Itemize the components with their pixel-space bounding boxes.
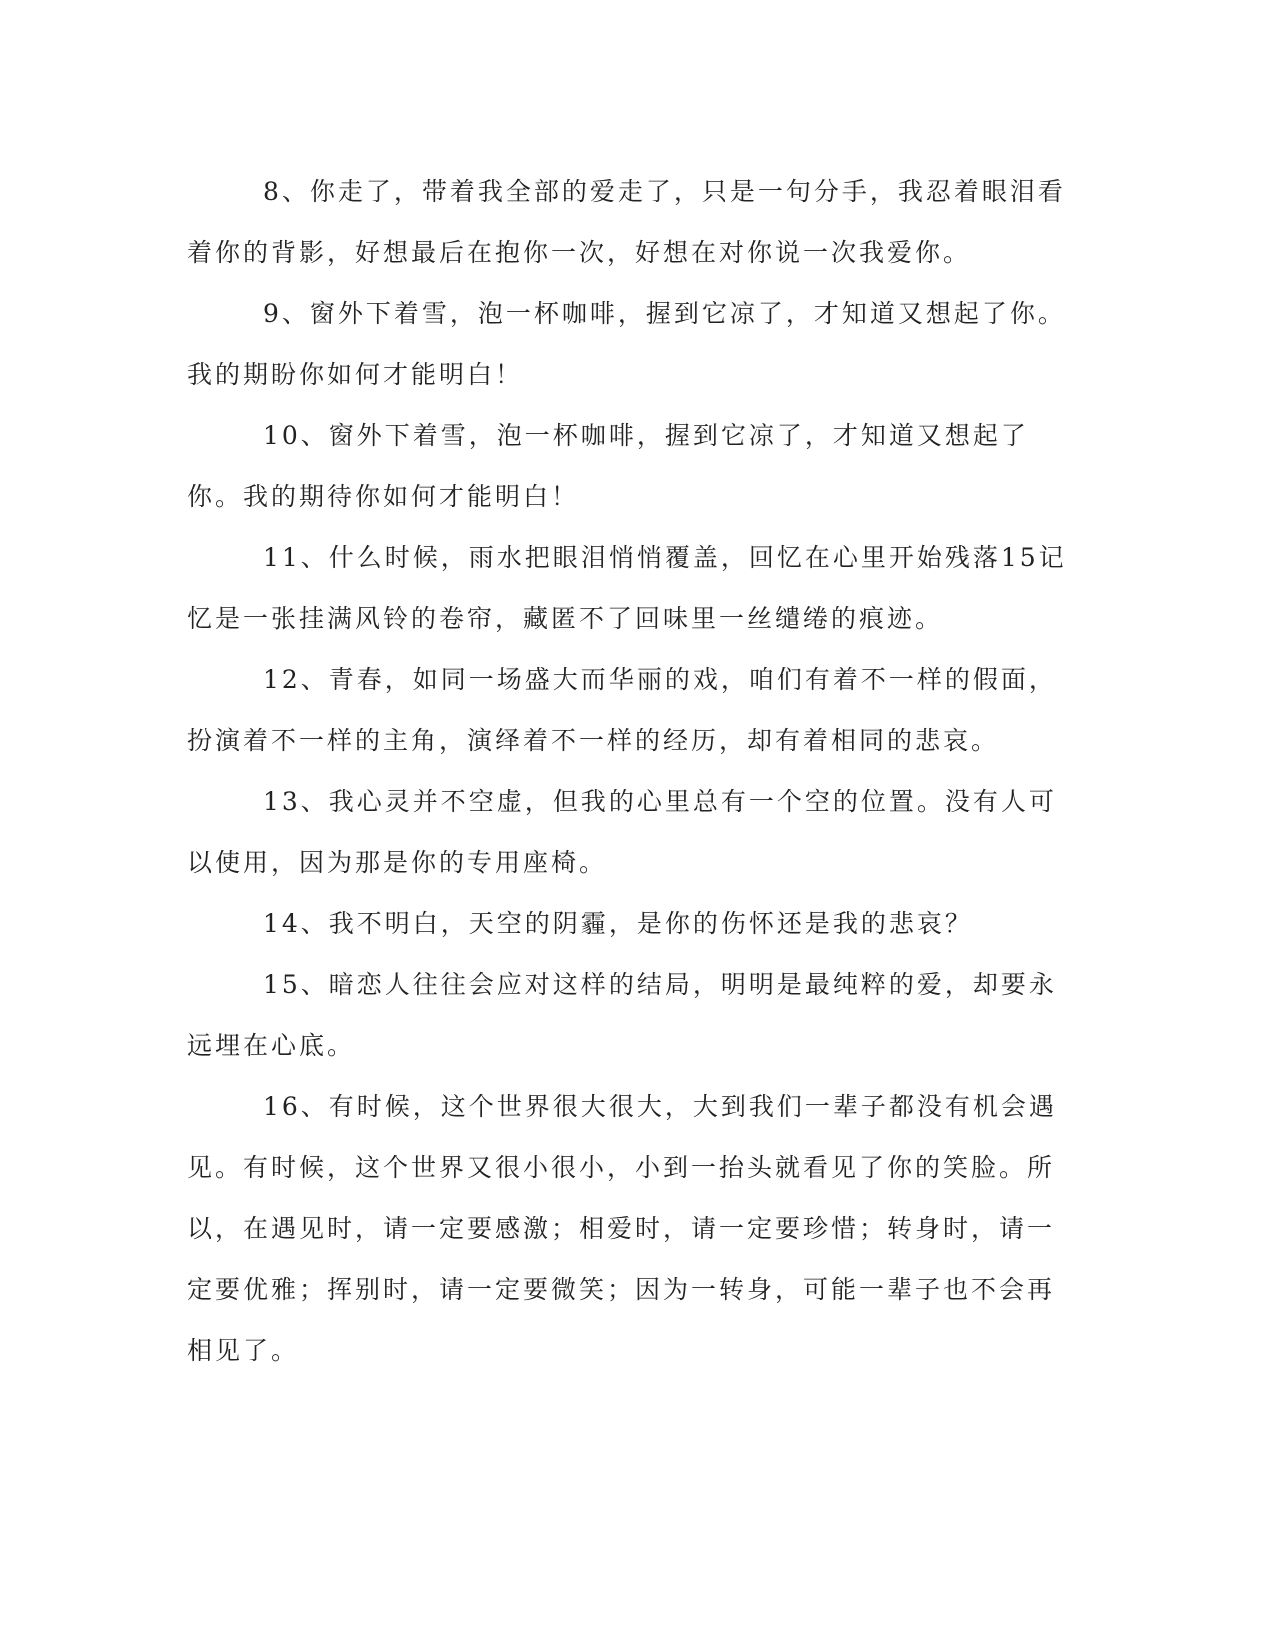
paragraph-16: 16、有时候，这个世界很大很大，大到我们一辈子都没有机会遇见。有时候，这个世界又很小很小，小到一抬头就看见了你的笑脸。所以，在遇见时，请一定要感激；相爱时，请一定要珍惜；转身时，请一定要优雅；挥别时，请一定要微笑；因为一转身，可能一辈子也不会再相见了。	[187, 1092, 1057, 1365]
paragraph-14: 14、我不明白，天空的阴霾，是你的伤怀还是我的悲哀？	[263, 909, 973, 938]
paragraph-9: 9、窗外下着雪，泡一杯咖啡，握到它凉了，才知道又想起了你。我的期盼你如何才能明白！	[187, 299, 1066, 389]
paragraph-11: 11、什么时候，雨水把眼泪悄悄覆盖，回忆在心里开始残落15记忆是一张挂满风铃的卷帘，藏匿不了回味里一丝缱绻的痕迹。	[187, 543, 1067, 633]
document-body	[187, 161, 1067, 1381]
paragraph-10: 10、窗外下着雪，泡一杯咖啡，握到它凉了，才知道又想起了你。我的期待你如何才能明白！	[187, 421, 1029, 511]
paragraph-12: 12、青春，如同一场盛大而华丽的戏，咱们有着不一样的假面，扮演着不一样的主角，演绎着不一样的经历，却有着相同的悲哀。	[187, 665, 1057, 755]
paragraph-15: 15、暗恋人往往会应对这样的结局，明明是最纯粹的爱，却要永远埋在心底。	[187, 970, 1057, 1060]
paragraph-8: 8、你走了，带着我全部的爱走了，只是一句分手，我忍着眼泪看着你的背影，好想最后在抱你一次，好想在对你说一次我爱你。	[187, 177, 1066, 267]
paragraph-13: 13、我心灵并不空虚，但我的心里总有一个空的位置。没有人可以使用，因为那是你的专用座椅。	[187, 787, 1057, 877]
